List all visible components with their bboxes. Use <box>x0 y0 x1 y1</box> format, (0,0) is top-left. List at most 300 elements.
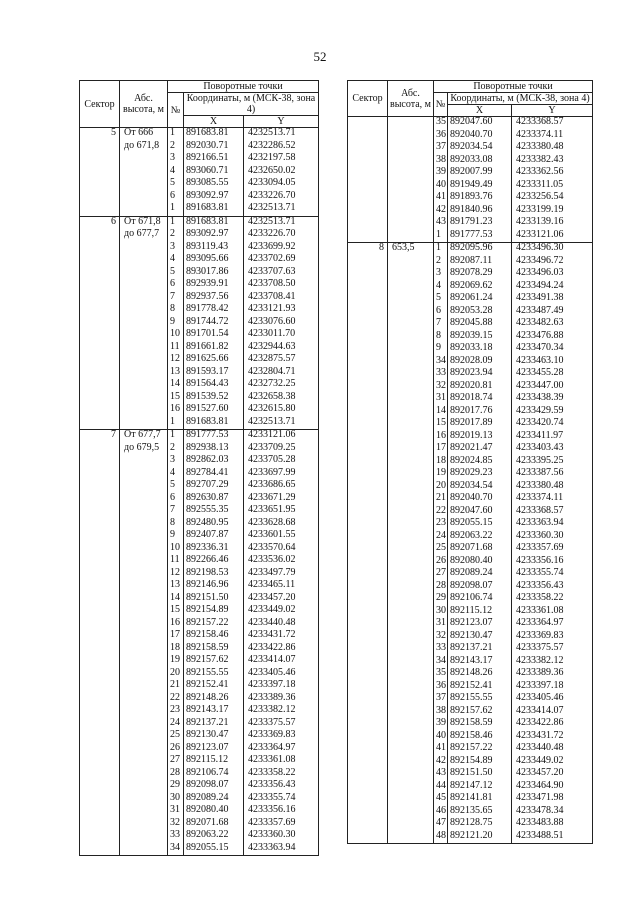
altitude-cell <box>388 431 434 444</box>
x-coordinate-cell: 892154.89 <box>184 605 244 618</box>
altitude-cell <box>388 543 434 556</box>
point-number-cell: 34 <box>434 356 448 369</box>
y-coordinate-cell: 4233478.34 <box>512 806 593 819</box>
table-row <box>80 242 319 255</box>
y-coordinate-cell: 4233438.39 <box>512 393 593 406</box>
table-row <box>80 643 319 656</box>
x-coordinate-cell: 891777.53 <box>184 430 244 443</box>
sector-cell: 6 <box>80 216 120 229</box>
x-coordinate-cell: 892148.26 <box>448 668 512 681</box>
point-number-cell: 24 <box>434 531 448 544</box>
x-coordinate-cell: 892087.11 <box>448 256 512 269</box>
altitude-cell <box>120 367 168 380</box>
table-row <box>348 356 593 369</box>
point-number-cell: 4 <box>168 468 184 481</box>
header-x: X <box>184 116 244 128</box>
table-row <box>80 304 319 317</box>
sector-cell <box>80 304 120 317</box>
x-coordinate-cell: 892019.13 <box>448 431 512 444</box>
sector-cell <box>80 292 120 305</box>
table-row <box>348 681 593 694</box>
sector-cell <box>348 806 388 819</box>
altitude-cell <box>120 417 168 430</box>
header-coordinates: Координаты, м (МСК-38, зона 4) <box>448 93 593 105</box>
y-coordinate-cell: 4233686.65 <box>244 480 319 493</box>
sector-cell <box>348 217 388 230</box>
table-row <box>348 230 593 243</box>
y-coordinate-cell: 4233121.06 <box>244 430 319 443</box>
point-number-cell: 5 <box>168 178 184 191</box>
x-coordinate-cell: 892151.50 <box>184 593 244 606</box>
sector-cell <box>80 668 120 681</box>
y-coordinate-cell: 4233476.88 <box>512 331 593 344</box>
x-coordinate-cell: 892707.29 <box>184 480 244 493</box>
sector-cell <box>80 267 120 280</box>
point-number-cell: 3 <box>168 153 184 166</box>
point-number-cell: 32 <box>434 381 448 394</box>
sector-cell <box>348 718 388 731</box>
sector-cell <box>348 443 388 456</box>
y-coordinate-cell: 4233488.51 <box>512 831 593 844</box>
x-coordinate-cell: 892034.54 <box>448 142 512 155</box>
table-row <box>348 268 593 281</box>
y-coordinate-cell: 4233628.68 <box>244 518 319 531</box>
x-coordinate-cell: 892098.07 <box>448 581 512 594</box>
sector-cell <box>80 254 120 267</box>
point-number-cell: 20 <box>434 481 448 494</box>
table-row <box>80 743 319 756</box>
altitude-cell <box>120 555 168 568</box>
altitude-cell <box>120 780 168 793</box>
x-coordinate-cell: 893060.71 <box>184 166 244 179</box>
altitude-cell: От 666 <box>120 128 168 141</box>
altitude-cell <box>120 379 168 392</box>
header-y: Y <box>244 116 319 128</box>
altitude-cell <box>388 793 434 806</box>
point-number-cell: 31 <box>168 805 184 818</box>
sector-cell <box>80 793 120 806</box>
table-row <box>348 631 593 644</box>
altitude-cell <box>388 631 434 644</box>
point-number-cell: 18 <box>434 456 448 469</box>
sector-cell <box>80 630 120 643</box>
point-number-cell: 19 <box>168 655 184 668</box>
sector-cell <box>80 805 120 818</box>
sector-cell <box>348 618 388 631</box>
left-table-body <box>80 128 319 856</box>
x-coordinate-cell: 891683.81 <box>184 128 244 141</box>
x-coordinate-cell: 891683.81 <box>184 203 244 216</box>
point-number-cell: 41 <box>434 743 448 756</box>
table-row <box>80 705 319 718</box>
x-coordinate-cell: 892089.24 <box>184 793 244 806</box>
y-coordinate-cell: 4233496.03 <box>512 268 593 281</box>
table-row <box>348 431 593 444</box>
point-number-cell: 41 <box>434 192 448 205</box>
sector-cell <box>80 443 120 456</box>
table-row <box>80 755 319 768</box>
header-number: № <box>434 93 448 117</box>
x-coordinate-cell: 892106.74 <box>184 768 244 781</box>
x-coordinate-cell: 891625.66 <box>184 354 244 367</box>
altitude-cell <box>388 205 434 218</box>
point-number-cell: 14 <box>434 406 448 419</box>
table-row <box>80 279 319 292</box>
point-number-cell: 44 <box>434 781 448 794</box>
sector-cell <box>80 655 120 668</box>
sector-cell <box>348 356 388 369</box>
y-coordinate-cell: 4233440.48 <box>512 743 593 756</box>
altitude-cell <box>120 203 168 216</box>
altitude-cell <box>120 166 168 179</box>
sector-cell <box>80 379 120 392</box>
table-row <box>348 693 593 706</box>
x-coordinate-cell: 891539.52 <box>184 392 244 405</box>
x-coordinate-cell: 892017.89 <box>448 418 512 431</box>
altitude-cell <box>388 406 434 419</box>
altitude-cell: до 677,7 <box>120 229 168 242</box>
table-row <box>80 805 319 818</box>
table-row <box>348 217 593 230</box>
x-coordinate-cell: 892007.99 <box>448 167 512 180</box>
x-coordinate-cell: 891893.76 <box>448 192 512 205</box>
x-coordinate-cell: 892128.75 <box>448 818 512 831</box>
x-coordinate-cell: 892063.22 <box>184 830 244 843</box>
sector-cell <box>80 242 120 255</box>
altitude-cell <box>120 292 168 305</box>
altitude-cell <box>388 518 434 531</box>
point-number-cell: 29 <box>168 780 184 793</box>
table-row <box>348 668 593 681</box>
altitude-cell <box>388 618 434 631</box>
y-coordinate-cell: 4232732.25 <box>244 379 319 392</box>
table-row <box>348 531 593 544</box>
x-coordinate-cell: 892158.46 <box>184 630 244 643</box>
table-row <box>348 256 593 269</box>
sector-cell: 5 <box>80 128 120 141</box>
sector-cell <box>80 530 120 543</box>
table-row <box>80 430 319 443</box>
altitude-cell <box>388 606 434 619</box>
table-row <box>80 630 319 643</box>
point-number-cell: 10 <box>168 329 184 342</box>
sector-cell <box>348 643 388 656</box>
table-row <box>348 793 593 806</box>
altitude-cell: до 679,5 <box>120 443 168 456</box>
x-coordinate-cell: 893095.66 <box>184 254 244 267</box>
altitude-cell <box>120 480 168 493</box>
sector-cell <box>80 718 120 731</box>
table-row <box>348 493 593 506</box>
sector-cell <box>348 117 388 130</box>
y-coordinate-cell: 4233380.48 <box>512 481 593 494</box>
altitude-cell <box>388 568 434 581</box>
sector-cell <box>348 493 388 506</box>
altitude-cell <box>120 329 168 342</box>
point-number-cell: 16 <box>168 404 184 417</box>
point-number-cell: 1 <box>168 128 184 141</box>
table-row <box>348 706 593 719</box>
y-coordinate-cell: 4233497.79 <box>244 568 319 581</box>
x-coordinate-cell: 893092.97 <box>184 191 244 204</box>
table-row <box>80 166 319 179</box>
y-coordinate-cell: 4233356.16 <box>244 805 319 818</box>
altitude-cell <box>388 656 434 669</box>
point-number-cell: 28 <box>168 768 184 781</box>
sector-cell <box>348 668 388 681</box>
x-coordinate-cell: 892143.17 <box>448 656 512 669</box>
x-coordinate-cell: 892141.81 <box>448 793 512 806</box>
altitude-cell <box>120 279 168 292</box>
point-number-cell: 8 <box>168 304 184 317</box>
x-coordinate-cell: 893085.55 <box>184 178 244 191</box>
sector-cell <box>348 431 388 444</box>
sector-cell <box>80 555 120 568</box>
y-coordinate-cell: 4233429.59 <box>512 406 593 419</box>
x-coordinate-cell: 892018.74 <box>448 393 512 406</box>
y-coordinate-cell: 4233363.94 <box>244 843 319 856</box>
table-row <box>80 718 319 731</box>
sector-cell <box>80 605 120 618</box>
x-coordinate-cell: 891744.72 <box>184 317 244 330</box>
altitude-cell <box>388 643 434 656</box>
sector-cell <box>80 404 120 417</box>
x-coordinate-cell: 892158.59 <box>184 643 244 656</box>
sector-cell <box>80 229 120 242</box>
x-coordinate-cell: 891777.53 <box>448 230 512 243</box>
x-coordinate-cell: 892158.59 <box>448 718 512 731</box>
table-row <box>80 141 319 154</box>
sector-cell <box>348 631 388 644</box>
table-row <box>80 618 319 631</box>
point-number-cell: 1 <box>168 430 184 443</box>
point-number-cell: 29 <box>434 593 448 606</box>
table-row <box>80 480 319 493</box>
point-number-cell: 2 <box>168 229 184 242</box>
point-number-cell: 42 <box>434 756 448 769</box>
sector-cell <box>348 368 388 381</box>
table-row <box>80 818 319 831</box>
table-row <box>80 254 319 267</box>
right-coordinates-table <box>347 80 593 844</box>
point-number-cell: 9 <box>168 317 184 330</box>
y-coordinate-cell: 4233311.05 <box>512 180 593 193</box>
point-number-cell: 10 <box>168 543 184 556</box>
altitude-cell <box>120 680 168 693</box>
y-coordinate-cell: 4233360.30 <box>244 830 319 843</box>
y-coordinate-cell: 4233375.57 <box>512 643 593 656</box>
x-coordinate-cell: 893017.86 <box>184 267 244 280</box>
x-coordinate-cell: 892029.23 <box>448 468 512 481</box>
point-number-cell: 13 <box>168 580 184 593</box>
y-coordinate-cell: 4233382.12 <box>244 705 319 718</box>
x-coordinate-cell: 892115.12 <box>184 755 244 768</box>
x-coordinate-cell: 892938.13 <box>184 443 244 456</box>
sector-cell: 7 <box>80 430 120 443</box>
x-coordinate-cell: 892024.85 <box>448 456 512 469</box>
x-coordinate-cell: 892152.41 <box>184 680 244 693</box>
point-number-cell: 16 <box>168 618 184 631</box>
x-coordinate-cell: 892266.46 <box>184 555 244 568</box>
y-coordinate-cell: 4233356.16 <box>512 556 593 569</box>
altitude-cell <box>120 404 168 417</box>
table-row <box>348 167 593 180</box>
table-row <box>348 506 593 519</box>
y-coordinate-cell: 4233355.74 <box>244 793 319 806</box>
point-number-cell: 30 <box>168 793 184 806</box>
table-row <box>80 568 319 581</box>
altitude-cell <box>388 230 434 243</box>
point-number-cell: 26 <box>434 556 448 569</box>
altitude-cell <box>388 468 434 481</box>
table-row <box>348 243 593 256</box>
point-number-cell: 31 <box>434 618 448 631</box>
x-coordinate-cell: 892080.40 <box>448 556 512 569</box>
y-coordinate-cell: 4233199.19 <box>512 205 593 218</box>
x-coordinate-cell: 891564.43 <box>184 379 244 392</box>
x-coordinate-cell: 892130.47 <box>448 631 512 644</box>
y-coordinate-cell: 4233358.22 <box>512 593 593 606</box>
altitude-cell: 653,5 <box>388 243 434 256</box>
y-coordinate-cell: 4233709.25 <box>244 443 319 456</box>
y-coordinate-cell: 4233405.46 <box>512 693 593 706</box>
y-coordinate-cell: 4233699.92 <box>244 242 319 255</box>
altitude-cell <box>388 256 434 269</box>
table-row <box>80 493 319 506</box>
point-number-cell: 35 <box>434 668 448 681</box>
table-row <box>348 406 593 419</box>
x-coordinate-cell: 892055.15 <box>184 843 244 856</box>
altitude-cell <box>120 493 168 506</box>
table-row <box>348 468 593 481</box>
table-row <box>348 818 593 831</box>
sector-cell <box>348 142 388 155</box>
sector-cell <box>80 768 120 781</box>
y-coordinate-cell: 4233708.50 <box>244 279 319 292</box>
x-coordinate-cell: 891661.82 <box>184 342 244 355</box>
y-coordinate-cell: 4233363.94 <box>512 518 593 531</box>
x-coordinate-cell: 892155.55 <box>448 693 512 706</box>
sector-cell <box>348 818 388 831</box>
y-coordinate-cell: 4233422.86 <box>244 643 319 656</box>
x-coordinate-cell: 892198.53 <box>184 568 244 581</box>
table-row <box>80 593 319 606</box>
point-number-cell: 9 <box>168 530 184 543</box>
point-number-cell: 15 <box>168 392 184 405</box>
point-number-cell: 19 <box>434 468 448 481</box>
point-number-cell: 26 <box>168 743 184 756</box>
x-coordinate-cell: 892157.62 <box>184 655 244 668</box>
point-number-cell: 17 <box>168 630 184 643</box>
table-row <box>348 756 593 769</box>
table-row <box>80 555 319 568</box>
altitude-cell <box>120 718 168 731</box>
y-coordinate-cell: 4233471.98 <box>512 793 593 806</box>
x-coordinate-cell: 892130.47 <box>184 730 244 743</box>
sector-cell <box>80 203 120 216</box>
table-row <box>348 518 593 531</box>
sector-cell <box>80 317 120 330</box>
y-coordinate-cell: 4233464.90 <box>512 781 593 794</box>
point-number-cell: 31 <box>434 393 448 406</box>
y-coordinate-cell: 4233226.70 <box>244 229 319 242</box>
point-number-cell: 33 <box>434 368 448 381</box>
altitude-cell <box>120 643 168 656</box>
altitude-cell <box>388 281 434 294</box>
point-number-cell: 11 <box>168 342 184 355</box>
point-number-cell: 40 <box>434 180 448 193</box>
sector-cell <box>348 656 388 669</box>
y-coordinate-cell: 4233414.07 <box>512 706 593 719</box>
sector-cell <box>80 178 120 191</box>
point-number-cell: 14 <box>168 379 184 392</box>
sector-cell <box>348 293 388 306</box>
y-coordinate-cell: 4233707.63 <box>244 267 319 280</box>
y-coordinate-cell: 4233496.72 <box>512 256 593 269</box>
x-coordinate-cell: 893092.97 <box>184 229 244 242</box>
sector-cell <box>348 130 388 143</box>
altitude-cell <box>120 693 168 706</box>
x-coordinate-cell: 892030.71 <box>184 141 244 154</box>
sector-cell <box>348 543 388 556</box>
x-coordinate-cell: 891683.81 <box>184 417 244 430</box>
y-coordinate-cell: 4233256.54 <box>512 192 593 205</box>
altitude-cell <box>388 343 434 356</box>
y-coordinate-cell: 4233389.36 <box>512 668 593 681</box>
y-coordinate-cell: 4233397.18 <box>244 680 319 693</box>
x-coordinate-cell: 891683.81 <box>184 216 244 229</box>
table-row <box>80 128 319 141</box>
x-coordinate-cell: 892862.03 <box>184 455 244 468</box>
point-number-cell: 43 <box>434 768 448 781</box>
altitude-cell <box>388 743 434 756</box>
x-coordinate-cell: 892336.31 <box>184 543 244 556</box>
sector-cell <box>348 306 388 319</box>
sector-cell <box>348 331 388 344</box>
altitude-cell <box>120 267 168 280</box>
sector-cell <box>348 155 388 168</box>
table-row <box>348 643 593 656</box>
y-coordinate-cell: 4233651.95 <box>244 505 319 518</box>
point-number-cell: 36 <box>434 130 448 143</box>
sector-cell <box>80 342 120 355</box>
altitude-cell <box>388 481 434 494</box>
altitude-cell <box>120 304 168 317</box>
y-coordinate-cell: 4233455.28 <box>512 368 593 381</box>
sector-cell <box>348 518 388 531</box>
y-coordinate-cell: 4233470.34 <box>512 343 593 356</box>
table-row <box>80 768 319 781</box>
table-row <box>80 153 319 166</box>
altitude-cell: От 677,7 <box>120 430 168 443</box>
y-coordinate-cell: 4233374.11 <box>512 130 593 143</box>
y-coordinate-cell: 4233395.25 <box>512 456 593 469</box>
point-number-cell: 20 <box>168 668 184 681</box>
point-number-cell: 22 <box>434 506 448 519</box>
altitude-cell <box>120 530 168 543</box>
y-coordinate-cell: 4233357.69 <box>512 543 593 556</box>
point-number-cell: 12 <box>168 568 184 581</box>
header-altitude: Абс. высота, м <box>120 81 168 128</box>
sector-cell <box>80 693 120 706</box>
point-number-cell: 37 <box>434 142 448 155</box>
altitude-cell <box>120 354 168 367</box>
table-row <box>348 581 593 594</box>
y-coordinate-cell: 4233361.08 <box>244 755 319 768</box>
altitude-cell <box>120 730 168 743</box>
altitude-cell <box>388 381 434 394</box>
table-row <box>348 381 593 394</box>
